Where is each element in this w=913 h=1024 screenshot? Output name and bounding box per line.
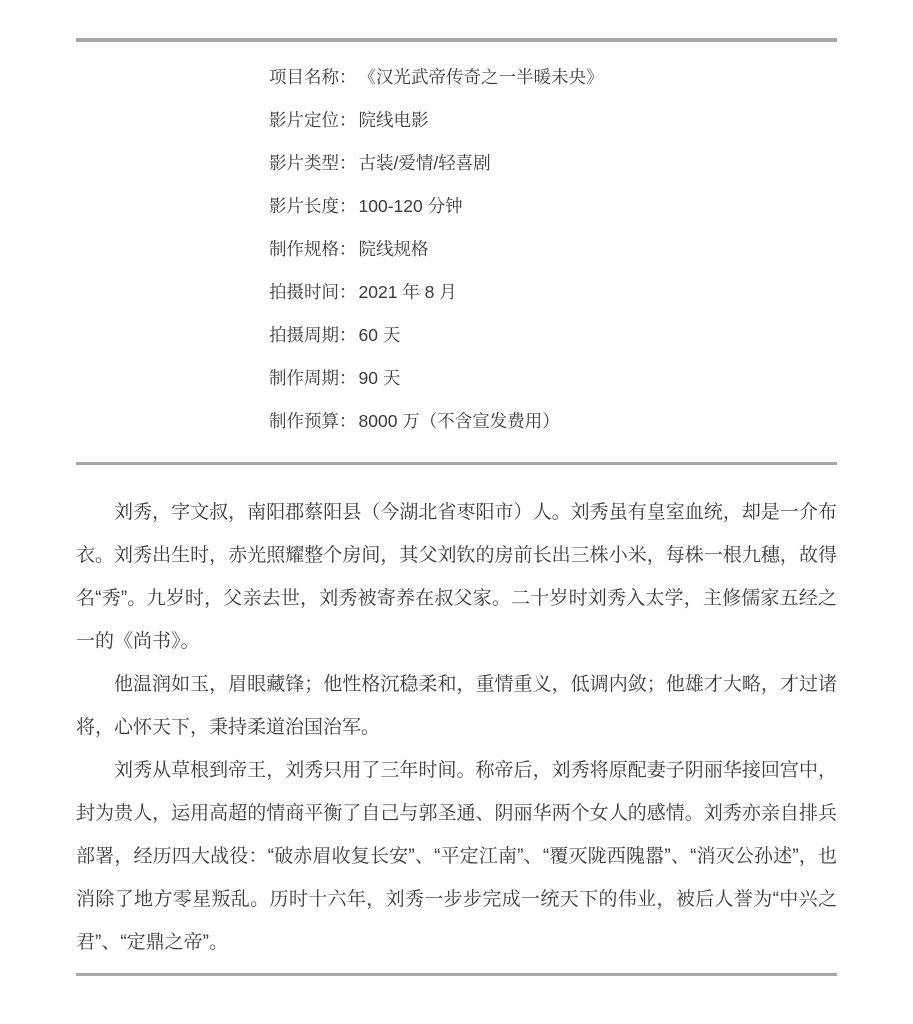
spec-label: 制作周期 xyxy=(269,368,339,388)
horizontal-rule-bottom xyxy=(76,973,837,976)
horizontal-rule-top xyxy=(76,38,837,42)
spec-label: 影片长度 xyxy=(269,196,339,216)
spec-colon: ： xyxy=(339,196,357,216)
spec-value: 院线电影 xyxy=(358,110,429,130)
spec-value: 8000 万（不含宣发费用） xyxy=(358,411,560,431)
spec-row-budget xyxy=(269,399,837,442)
spec-colon: ： xyxy=(339,110,357,130)
spec-colon: ： xyxy=(339,67,357,87)
spec-colon: ： xyxy=(339,325,357,345)
synopsis-paragraph: 他温润如玉，眉眼藏锋；他性格沉稳柔和，重情重义，低调内敛；他雄才大略，才过诸将，心怀天下，秉持柔道治国治军。 xyxy=(76,674,837,738)
synopsis-paragraph: 刘秀从草根到帝王，刘秀只用了三年时间。称帝后，刘秀将原配妻子阴丽华接回宫中，封为贵人，运用高超的情商平衡了自己与郭圣通、阴丽华两个女人的感情。刘秀亦亲自排兵部署，经历四大战役：“破赤眉收复长安”、“平定江南”、“覆灭陇西隗嚣”、“消灭公孙述”，也消除了地方零星叛乱。历时十六年，刘秀一步步完成一统天下的伟业，被后人誉为“中兴之君”、“定鼎之帝”。 xyxy=(76,760,837,953)
spec-colon: ： xyxy=(339,153,357,173)
spec-row-genre xyxy=(269,141,837,184)
spec-label: 影片类型 xyxy=(269,153,339,173)
spec-label: 制作规格 xyxy=(269,239,339,259)
spec-row-runtime xyxy=(269,184,837,227)
spec-row-project-name xyxy=(269,55,837,98)
spec-label: 项目名称 xyxy=(269,67,339,87)
spec-value: 古装/爱情/轻喜剧 xyxy=(358,153,491,173)
project-specs-list xyxy=(269,55,837,442)
spec-value: 2021 年 8 月 xyxy=(358,282,457,302)
spec-value: 60 天 xyxy=(358,325,401,345)
spec-label: 拍摄周期 xyxy=(269,325,339,345)
spec-colon: ： xyxy=(339,239,357,259)
spec-value: 100-120 分钟 xyxy=(358,196,463,216)
synopsis-section xyxy=(76,491,837,964)
spec-value: 院线规格 xyxy=(358,239,429,259)
spec-value: 90 天 xyxy=(358,368,401,388)
synopsis-paragraph: 刘秀，字文叔，南阳郡蔡阳县（今湖北省枣阳市）人。刘秀虽有皇室血统，却是一介布衣。刘秀出生时，赤光照耀整个房间，其父刘钦的房前长出三株小米，每株一根九穗，故得名“秀”。九岁时，父亲去世，刘秀被寄养在叔父家。二十岁时刘秀入太学，主修儒家五经之一的《尚书》。 xyxy=(76,502,837,652)
spec-colon: ： xyxy=(339,368,357,388)
spec-label: 制作预算 xyxy=(269,411,339,431)
spec-row-shooting-date xyxy=(269,270,837,313)
spec-value: 《汉光武帝传奇之一半暖未央》 xyxy=(358,67,604,87)
spec-row-production-period xyxy=(269,356,837,399)
spec-colon: ： xyxy=(339,282,357,302)
spec-row-shooting-period xyxy=(269,313,837,356)
spec-row-production-standard xyxy=(269,227,837,270)
spec-colon: ： xyxy=(339,411,357,431)
spec-label: 影片定位 xyxy=(269,110,339,130)
spec-row-film-positioning xyxy=(269,98,837,141)
horizontal-rule-middle xyxy=(76,462,837,465)
spec-label: 拍摄时间 xyxy=(269,282,339,302)
